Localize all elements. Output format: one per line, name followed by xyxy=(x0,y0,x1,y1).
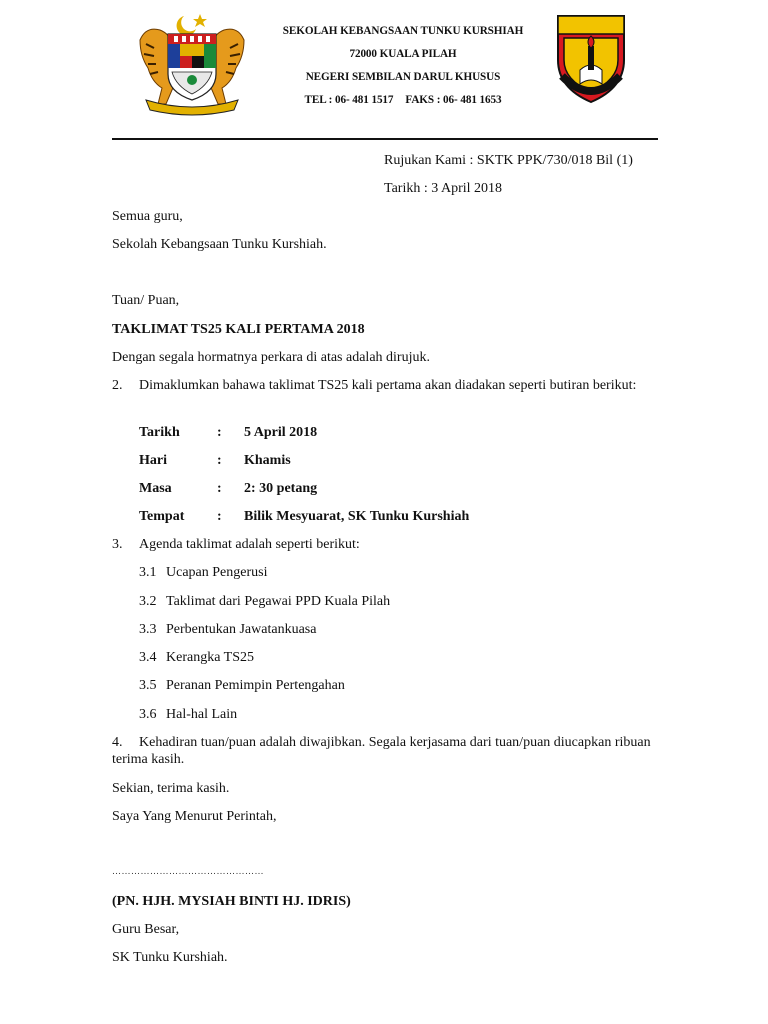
detail-value: Bilik Mesyuarat, SK Tunku Kurshiah xyxy=(244,509,470,524)
detail-label: Masa xyxy=(139,481,172,496)
letter-date: Tarikh : 3 April 2018 xyxy=(384,181,503,196)
agenda-item-number: 3.3 xyxy=(139,622,157,637)
detail-colon: : xyxy=(217,481,222,496)
signature-line: ………………………………………… xyxy=(112,866,264,876)
closing-thanks: Sekian, terima kasih. xyxy=(112,781,230,796)
agenda-item-number: 3.5 xyxy=(139,678,157,693)
paragraph-4-text: Kehadiran tuan/puan adalah diwajibkan. Segala kerjasama dari tuan/puan diucapkan ribuan terima kasih. xyxy=(112,735,651,767)
detail-label: Hari xyxy=(139,453,167,468)
agenda-item-text: Kerangka TS25 xyxy=(166,650,254,665)
paragraph-2-text: Dimaklumkan bahawa taklimat TS25 kali pertama akan diadakan seperti butiran berikut: xyxy=(139,378,637,393)
agenda-item-text: Ucapan Pengerusi xyxy=(166,565,268,580)
intro-paragraph: Dengan segala hormatnya perkara di atas adalah dirujuk. xyxy=(112,350,430,365)
agenda-item-text: Hal-hal Lain xyxy=(166,707,238,722)
agenda-item-number: 3.1 xyxy=(139,565,157,580)
agenda-item xyxy=(139,649,254,666)
agenda-item-number: 3.4 xyxy=(139,650,157,665)
agenda-item xyxy=(139,564,267,581)
paragraph-4-number: 4. xyxy=(112,735,123,750)
paragraph-3-text: Agenda taklimat adalah seperti berikut: xyxy=(139,537,360,552)
letter-subject: TAKLIMAT TS25 KALI PERTAMA 2018 xyxy=(112,322,365,337)
signatory-title: Guru Besar, xyxy=(112,922,180,937)
school-logo-icon xyxy=(554,12,628,104)
school-state: NEGERI SEMBILAN DARUL KHUSUS xyxy=(305,71,501,83)
agenda-item xyxy=(139,621,316,638)
detail-value: 2: 30 petang xyxy=(244,481,318,496)
agenda-item xyxy=(139,593,390,610)
detail-value: Khamis xyxy=(244,453,291,468)
school-header-text xyxy=(250,21,556,113)
school-postcode-city: 72000 KUALA PILAH xyxy=(349,48,457,60)
recipient-line-1: Semua guru, xyxy=(112,209,183,224)
detail-value: 5 April 2018 xyxy=(244,425,318,440)
agenda-item xyxy=(139,706,237,723)
malaysia-coat-of-arms-icon xyxy=(132,10,252,118)
paragraph-3 xyxy=(112,536,658,553)
agenda-item-text: Peranan Pemimpin Pertengahan xyxy=(166,678,345,693)
paragraph-3-number: 3. xyxy=(112,537,123,552)
paragraph-4 xyxy=(112,734,658,768)
signatory-organization: SK Tunku Kurshiah. xyxy=(112,950,228,965)
detail-colon: : xyxy=(217,509,222,524)
reference-number: Rujukan Kami : SKTK PPK/730/018 Bil (1) xyxy=(384,153,633,168)
school-tel: TEL : 06- 481 1517 xyxy=(304,94,394,106)
detail-label: Tempat xyxy=(139,509,185,524)
school-name: SEKOLAH KEBANGSAAN TUNKU KURSHIAH xyxy=(282,25,524,37)
school-contact xyxy=(250,90,556,113)
signatory-name: (PN. HJH. MYSIAH BINTI HJ. IDRIS) xyxy=(112,894,351,909)
detail-label: Tarikh xyxy=(139,425,180,440)
salutation: Tuan/ Puan, xyxy=(112,293,180,308)
school-fax: FAKS : 06- 481 1653 xyxy=(405,94,502,106)
header-divider xyxy=(112,138,658,140)
agenda-item-number: 3.2 xyxy=(139,594,157,609)
agenda-item-number: 3.6 xyxy=(139,707,157,722)
agenda-item-text: Perbentukan Jawatankuasa xyxy=(166,622,317,637)
letterhead xyxy=(0,0,768,140)
recipient-line-2: Sekolah Kebangsaan Tunku Kurshiah. xyxy=(112,237,327,252)
detail-colon: : xyxy=(217,453,222,468)
paragraph-2-number: 2. xyxy=(112,378,123,393)
closing-signoff: Saya Yang Menurut Perintah, xyxy=(112,809,277,824)
detail-colon: : xyxy=(217,425,222,440)
agenda-item-text: Taklimat dari Pegawai PPD Kuala Pilah xyxy=(166,594,391,609)
agenda-item xyxy=(139,677,345,694)
paragraph-2 xyxy=(112,377,658,394)
